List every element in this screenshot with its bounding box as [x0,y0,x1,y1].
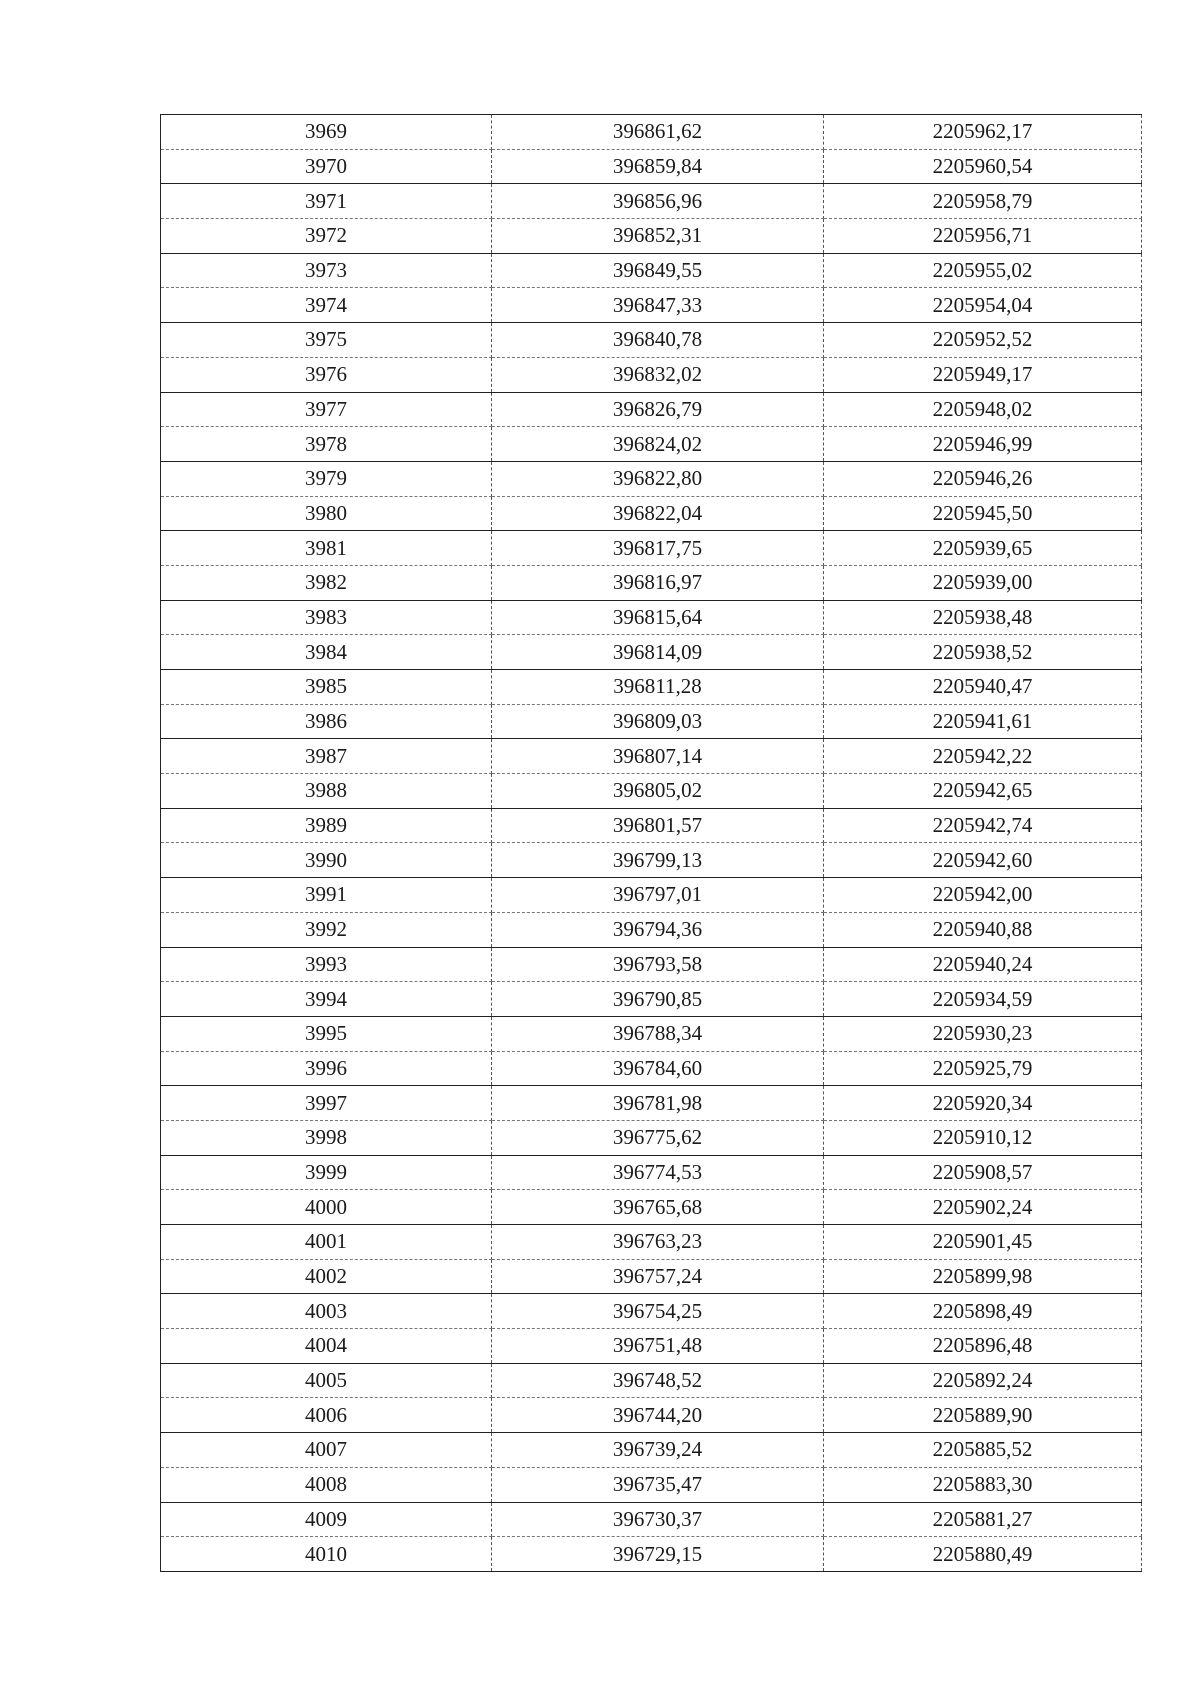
point-number-cell: 3989 [161,808,492,843]
x-coordinate-cell: 396852,31 [492,219,824,254]
x-coordinate-cell: 396801,57 [492,808,824,843]
x-coordinate-cell: 396751,48 [492,1329,824,1364]
y-coordinate-cell: 2205949,17 [824,357,1142,392]
x-coordinate-cell: 396757,24 [492,1259,824,1294]
y-coordinate-cell: 2205942,22 [824,739,1142,774]
point-number-cell: 4009 [161,1502,492,1537]
point-number-cell: 4007 [161,1433,492,1468]
table-row [161,1259,1142,1294]
table-row [161,1398,1142,1433]
table-row [161,253,1142,288]
table-row [161,115,1142,150]
x-coordinate-cell: 396735,47 [492,1467,824,1502]
x-coordinate-cell: 396815,64 [492,600,824,635]
point-number-cell: 3983 [161,600,492,635]
x-coordinate-cell: 396847,33 [492,288,824,323]
table-row [161,635,1142,670]
x-coordinate-cell: 396730,37 [492,1502,824,1537]
table-row [161,288,1142,323]
y-coordinate-cell: 2205942,74 [824,808,1142,843]
y-coordinate-cell: 2205938,48 [824,600,1142,635]
point-number-cell: 3978 [161,427,492,462]
y-coordinate-cell: 2205941,61 [824,704,1142,739]
point-number-cell: 3975 [161,323,492,358]
point-number-cell: 3992 [161,912,492,947]
point-number-cell: 3976 [161,357,492,392]
point-number-cell: 3969 [161,115,492,150]
y-coordinate-cell: 2205899,98 [824,1259,1142,1294]
point-number-cell: 3981 [161,531,492,566]
point-number-cell: 4000 [161,1190,492,1225]
point-number-cell: 4005 [161,1363,492,1398]
y-coordinate-cell: 2205938,52 [824,635,1142,670]
y-coordinate-cell: 2205898,49 [824,1294,1142,1329]
y-coordinate-cell: 2205910,12 [824,1120,1142,1155]
table-row [161,600,1142,635]
x-coordinate-cell: 396797,01 [492,878,824,913]
point-number-cell: 3997 [161,1086,492,1121]
point-number-cell: 4008 [161,1467,492,1502]
y-coordinate-cell: 2205946,99 [824,427,1142,462]
y-coordinate-cell: 2205925,79 [824,1051,1142,1086]
point-number-cell: 4001 [161,1225,492,1260]
x-coordinate-cell: 396774,53 [492,1155,824,1190]
point-number-cell: 3979 [161,461,492,496]
table-row [161,670,1142,705]
y-coordinate-cell: 2205892,24 [824,1363,1142,1398]
point-number-cell: 3972 [161,219,492,254]
table-row [161,531,1142,566]
x-coordinate-cell: 396765,68 [492,1190,824,1225]
y-coordinate-cell: 2205942,60 [824,843,1142,878]
y-coordinate-cell: 2205889,90 [824,1398,1142,1433]
table-row [161,1120,1142,1155]
y-coordinate-cell: 2205958,79 [824,184,1142,219]
x-coordinate-cell: 396744,20 [492,1398,824,1433]
x-coordinate-cell: 396805,02 [492,774,824,809]
x-coordinate-cell: 396794,36 [492,912,824,947]
x-coordinate-cell: 396729,15 [492,1537,824,1572]
point-number-cell: 4006 [161,1398,492,1433]
y-coordinate-cell: 2205881,27 [824,1502,1142,1537]
point-number-cell: 3982 [161,565,492,600]
y-coordinate-cell: 2205939,00 [824,565,1142,600]
table-row [161,878,1142,913]
table-row [161,774,1142,809]
table-row [161,1294,1142,1329]
point-number-cell: 3980 [161,496,492,531]
point-number-cell: 3994 [161,982,492,1017]
point-number-cell: 3998 [161,1120,492,1155]
table-row [161,323,1142,358]
table-row [161,1363,1142,1398]
point-number-cell: 4002 [161,1259,492,1294]
table-row [161,392,1142,427]
x-coordinate-cell: 396822,80 [492,461,824,496]
y-coordinate-cell: 2205880,49 [824,1537,1142,1572]
x-coordinate-cell: 396781,98 [492,1086,824,1121]
x-coordinate-cell: 396754,25 [492,1294,824,1329]
table-row [161,1329,1142,1364]
x-coordinate-cell: 396763,23 [492,1225,824,1260]
table-row [161,1016,1142,1051]
table-row [161,843,1142,878]
x-coordinate-cell: 396784,60 [492,1051,824,1086]
point-number-cell: 3988 [161,774,492,809]
table-row [161,1502,1142,1537]
x-coordinate-cell: 396739,24 [492,1433,824,1468]
point-number-cell: 3971 [161,184,492,219]
x-coordinate-cell: 396775,62 [492,1120,824,1155]
y-coordinate-cell: 2205885,52 [824,1433,1142,1468]
table-row [161,149,1142,184]
x-coordinate-cell: 396824,02 [492,427,824,462]
table-row [161,219,1142,254]
point-number-cell: 3991 [161,878,492,913]
y-coordinate-cell: 2205940,47 [824,670,1142,705]
table-row [161,184,1142,219]
x-coordinate-cell: 396832,02 [492,357,824,392]
table-row [161,947,1142,982]
table-row [161,1086,1142,1121]
y-coordinate-cell: 2205883,30 [824,1467,1142,1502]
y-coordinate-cell: 2205956,71 [824,219,1142,254]
x-coordinate-cell: 396861,62 [492,115,824,150]
y-coordinate-cell: 2205934,59 [824,982,1142,1017]
point-number-cell: 3977 [161,392,492,427]
x-coordinate-cell: 396814,09 [492,635,824,670]
y-coordinate-cell: 2205940,24 [824,947,1142,982]
table-row [161,1433,1142,1468]
table-row [161,565,1142,600]
table-row [161,461,1142,496]
x-coordinate-cell: 396788,34 [492,1016,824,1051]
y-coordinate-cell: 2205902,24 [824,1190,1142,1225]
table-row [161,808,1142,843]
x-coordinate-cell: 396807,14 [492,739,824,774]
x-coordinate-cell: 396799,13 [492,843,824,878]
point-number-cell: 3984 [161,635,492,670]
point-number-cell: 3970 [161,149,492,184]
y-coordinate-cell: 2205955,02 [824,253,1142,288]
y-coordinate-cell: 2205960,54 [824,149,1142,184]
point-number-cell: 3986 [161,704,492,739]
y-coordinate-cell: 2205901,45 [824,1225,1142,1260]
table-row [161,912,1142,947]
point-number-cell: 3973 [161,253,492,288]
y-coordinate-cell: 2205908,57 [824,1155,1142,1190]
y-coordinate-cell: 2205945,50 [824,496,1142,531]
point-number-cell: 3974 [161,288,492,323]
y-coordinate-cell: 2205946,26 [824,461,1142,496]
point-number-cell: 3995 [161,1016,492,1051]
coordinates-table-body [161,115,1142,1572]
y-coordinate-cell: 2205942,65 [824,774,1142,809]
point-number-cell: 3999 [161,1155,492,1190]
point-number-cell: 4003 [161,1294,492,1329]
x-coordinate-cell: 396748,52 [492,1363,824,1398]
x-coordinate-cell: 396817,75 [492,531,824,566]
x-coordinate-cell: 396859,84 [492,149,824,184]
point-number-cell: 4010 [161,1537,492,1572]
y-coordinate-cell: 2205939,65 [824,531,1142,566]
y-coordinate-cell: 2205948,02 [824,392,1142,427]
point-number-cell: 3990 [161,843,492,878]
x-coordinate-cell: 396811,28 [492,670,824,705]
table-row [161,1225,1142,1260]
table-row [161,1190,1142,1225]
y-coordinate-cell: 2205942,00 [824,878,1142,913]
table-row [161,739,1142,774]
x-coordinate-cell: 396809,03 [492,704,824,739]
x-coordinate-cell: 396822,04 [492,496,824,531]
x-coordinate-cell: 396826,79 [492,392,824,427]
table-row [161,1155,1142,1190]
point-number-cell: 3987 [161,739,492,774]
x-coordinate-cell: 396849,55 [492,253,824,288]
table-row [161,1467,1142,1502]
y-coordinate-cell: 2205920,34 [824,1086,1142,1121]
x-coordinate-cell: 396816,97 [492,565,824,600]
point-number-cell: 3993 [161,947,492,982]
y-coordinate-cell: 2205954,04 [824,288,1142,323]
y-coordinate-cell: 2205930,23 [824,1016,1142,1051]
table-row [161,427,1142,462]
table-row [161,1051,1142,1086]
x-coordinate-cell: 396840,78 [492,323,824,358]
table-row [161,357,1142,392]
point-number-cell: 3985 [161,670,492,705]
table-row [161,496,1142,531]
point-number-cell: 4004 [161,1329,492,1364]
x-coordinate-cell: 396793,58 [492,947,824,982]
x-coordinate-cell: 396856,96 [492,184,824,219]
y-coordinate-cell: 2205896,48 [824,1329,1142,1364]
y-coordinate-cell: 2205940,88 [824,912,1142,947]
table-row [161,982,1142,1017]
point-number-cell: 3996 [161,1051,492,1086]
y-coordinate-cell: 2205952,52 [824,323,1142,358]
table-row [161,1537,1142,1572]
y-coordinate-cell: 2205962,17 [824,115,1142,150]
table-row [161,704,1142,739]
x-coordinate-cell: 396790,85 [492,982,824,1017]
coordinates-table [160,114,1142,1572]
